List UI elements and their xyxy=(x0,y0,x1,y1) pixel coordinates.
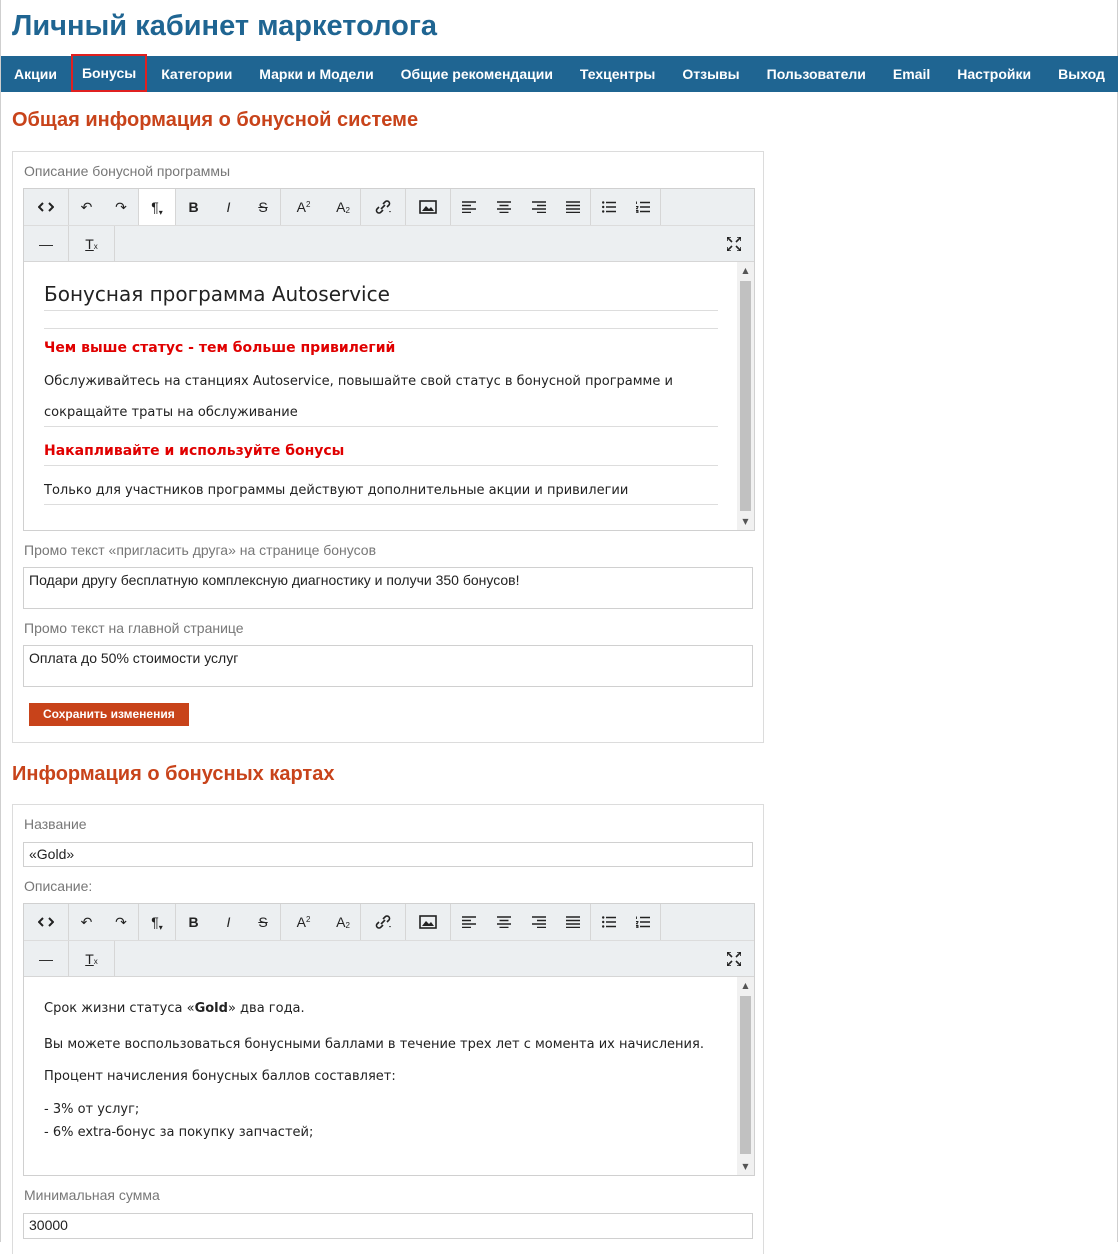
paragraph-icon: ¶ xyxy=(151,199,159,215)
card-editor-line-2: Вы можете воспользоваться бонусными баллами в течение трех лет с момента их начисления. xyxy=(44,1037,704,1052)
undo-icon: ↶ xyxy=(80,198,93,215)
strikethrough-button[interactable] xyxy=(246,189,281,225)
description-editor xyxy=(23,188,755,531)
numbered-list-icon xyxy=(636,916,650,928)
card-italic-button[interactable] xyxy=(211,904,246,940)
link-button[interactable] xyxy=(361,189,406,225)
superscript-button[interactable]: A 2 xyxy=(296,199,311,215)
card-name-field[interactable]: «Gold» xyxy=(23,842,753,867)
bullet-list-icon xyxy=(602,201,616,213)
align-right-button[interactable] xyxy=(521,189,556,225)
scroll-down-icon[interactable]: ▼ xyxy=(742,517,749,526)
italic-icon: I xyxy=(226,914,231,930)
fullscreen-icon xyxy=(727,952,741,966)
card-name-label: Название xyxy=(24,816,87,832)
card-align-center-button[interactable] xyxy=(486,904,521,940)
redo-button[interactable] xyxy=(104,189,139,225)
card-link-button[interactable] xyxy=(361,904,406,940)
card-horizontal-line-button[interactable] xyxy=(24,941,69,977)
redo-icon: ↷ xyxy=(115,913,127,930)
editor-subheading-status: Чем выше статус - тем больше привилегий xyxy=(44,340,396,356)
paragraph-format-button[interactable]: ¶ ▾ xyxy=(139,189,176,225)
invite-text-field[interactable]: Подари другу бесплатную комплексную диагностику и получи 350 бонусов! xyxy=(23,567,753,609)
editor-scrollbar[interactable] xyxy=(737,262,754,530)
bold-icon: B xyxy=(188,199,199,215)
editor-toolbar xyxy=(24,189,754,262)
bullet-list-icon xyxy=(602,916,616,928)
scroll-thumb[interactable] xyxy=(740,281,751,511)
nav-item-categories[interactable]: Категории xyxy=(161,66,233,82)
editor-paragraph-1b: сокращайте траты на обслуживание xyxy=(44,405,718,427)
main-promo-label: Промо текст на главной странице xyxy=(24,620,244,636)
card-bold-button[interactable] xyxy=(176,904,211,940)
nav-item-reviews[interactable]: Отзывы xyxy=(682,66,740,82)
redo-icon: ↷ xyxy=(115,198,127,215)
card-numbered-list-button[interactable] xyxy=(626,904,661,940)
nav-item-settings[interactable]: Настройки xyxy=(957,66,1032,82)
card-align-left-button[interactable] xyxy=(451,904,486,940)
italic-button[interactable] xyxy=(211,189,246,225)
horizontal-line-icon: — xyxy=(39,950,53,967)
nav-item-actions[interactable]: Акции xyxy=(14,66,57,82)
subscript-icon: A xyxy=(336,199,346,215)
nav-item-service-centers[interactable]: Техцентры xyxy=(579,66,656,82)
nav-item-bonuses[interactable]: Бонусы xyxy=(71,54,147,92)
scroll-thumb[interactable] xyxy=(740,996,751,1154)
card-image-button[interactable] xyxy=(406,904,451,940)
general-panel xyxy=(12,151,764,743)
image-icon xyxy=(419,915,437,929)
code-view-button[interactable] xyxy=(24,189,69,225)
general-section-title: Общая информация о бонусной системе xyxy=(12,109,419,131)
card-bullet-list-button[interactable] xyxy=(591,904,626,940)
numbered-list-icon xyxy=(636,201,650,213)
align-left-button[interactable] xyxy=(451,189,486,225)
save-button[interactable]: Сохранить изменения xyxy=(29,703,189,726)
link-icon xyxy=(374,200,392,214)
strikethrough-icon: S xyxy=(258,199,268,215)
app-title: Личный кабинет маркетолога xyxy=(12,10,438,42)
subscript-icon: A xyxy=(336,914,346,930)
superscript-icon: A xyxy=(296,199,306,215)
align-left-icon xyxy=(462,201,476,213)
invite-label: Промо текст «пригласить друга» на странице бонусов xyxy=(24,542,377,558)
card-superscript-button[interactable]: A 2 xyxy=(296,914,311,930)
clear-formatting-icon: T xyxy=(85,235,94,252)
card-editor-toolbar xyxy=(24,904,754,977)
align-center-icon xyxy=(497,916,511,928)
nav-item-email[interactable]: Email xyxy=(892,66,931,82)
min-sum-label: Минимальная сумма xyxy=(24,1187,160,1203)
scroll-down-icon[interactable]: ▼ xyxy=(742,1162,749,1171)
align-justify-icon xyxy=(566,201,580,213)
align-right-icon xyxy=(532,916,546,928)
card-clear-formatting-button[interactable]: T x xyxy=(69,941,115,977)
superscript-icon: A xyxy=(296,914,306,930)
align-justify-button[interactable] xyxy=(556,189,591,225)
code-icon xyxy=(38,916,54,928)
card-editor-line-3: Процент начисления бонусных баллов составляет: xyxy=(44,1069,396,1084)
link-icon xyxy=(374,915,392,929)
bold-icon: B xyxy=(188,914,199,930)
card-align-justify-button[interactable] xyxy=(556,904,591,940)
card-strikethrough-button[interactable] xyxy=(246,904,281,940)
nav-item-logout[interactable]: Выход xyxy=(1058,66,1105,82)
code-icon xyxy=(38,201,54,213)
image-icon xyxy=(419,200,437,214)
card-undo-button[interactable] xyxy=(69,904,104,940)
min-sum-field[interactable]: 30000 xyxy=(23,1213,753,1239)
align-left-icon xyxy=(462,916,476,928)
paragraph-icon: ¶ xyxy=(151,914,159,930)
editor-heading: Бонусная программа Autoservice xyxy=(44,262,718,311)
align-justify-icon xyxy=(566,916,580,928)
editor-paragraph-1a: Обслуживайтесь на станциях Autoservice, повышайте свой статус в бонусной программе и xyxy=(44,374,673,389)
fullscreen-button[interactable] xyxy=(724,226,744,262)
italic-icon: I xyxy=(226,199,231,215)
undo-button[interactable] xyxy=(69,189,104,225)
cards-panel xyxy=(12,804,764,1254)
image-button[interactable] xyxy=(406,189,451,225)
card-description-editor xyxy=(23,903,755,1176)
card-subscript-button[interactable]: A 2 xyxy=(326,904,361,940)
bold-button[interactable] xyxy=(176,189,211,225)
align-center-icon xyxy=(497,201,511,213)
bullet-list-button[interactable] xyxy=(591,189,626,225)
scroll-up-icon[interactable]: ▲ xyxy=(742,266,749,275)
strikethrough-icon: S xyxy=(258,914,268,930)
card-editor-line-4: - 3% от услуг; xyxy=(44,1102,140,1117)
card-redo-button[interactable] xyxy=(104,904,139,940)
fullscreen-icon xyxy=(727,237,741,251)
main-promo-field[interactable]: Оплата до 50% стоимости услуг xyxy=(23,645,753,687)
cards-section-title: Информация о бонусных картах xyxy=(12,763,335,785)
subscript-button[interactable]: A 2 xyxy=(326,189,361,225)
numbered-list-button[interactable] xyxy=(626,189,661,225)
main-nav xyxy=(1,56,1118,92)
card-code-view-button[interactable] xyxy=(24,904,69,940)
clear-formatting-button[interactable]: T x xyxy=(69,226,115,262)
description-editor-content[interactable] xyxy=(24,262,754,530)
card-editor-content[interactable] xyxy=(24,977,754,1175)
card-description-label: Описание: xyxy=(24,878,93,894)
card-paragraph-format-button[interactable]: ¶ ▾ xyxy=(139,904,176,940)
card-editor-line-1: Срок жизни статуса «Gold» два года. xyxy=(44,1001,305,1016)
clear-formatting-icon: T xyxy=(85,950,94,967)
editor-subheading-bonuses: Накапливайте и используйте бонусы xyxy=(44,443,718,466)
nav-item-users[interactable]: Пользователи xyxy=(766,66,866,82)
editor-paragraph-2: Только для участников программы действуют дополнительные акции и привилегии xyxy=(44,483,718,505)
align-right-icon xyxy=(532,201,546,213)
card-fullscreen-button[interactable] xyxy=(724,941,744,977)
nav-item-brands-models[interactable]: Марки и Модели xyxy=(259,66,374,82)
card-align-right-button[interactable] xyxy=(521,904,556,940)
nav-item-recommendations[interactable]: Общие рекомендации xyxy=(400,66,553,82)
card-editor-scrollbar[interactable] xyxy=(737,977,754,1175)
horizontal-line-icon: — xyxy=(39,235,53,252)
horizontal-line-button[interactable] xyxy=(24,226,69,262)
undo-icon: ↶ xyxy=(80,913,93,930)
align-center-button[interactable] xyxy=(486,189,521,225)
description-label: Описание бонусной программы xyxy=(24,163,231,179)
card-editor-line-5: - 6% extra-бонус за покупку запчастей; xyxy=(44,1125,314,1140)
scroll-up-icon[interactable]: ▲ xyxy=(742,981,749,990)
